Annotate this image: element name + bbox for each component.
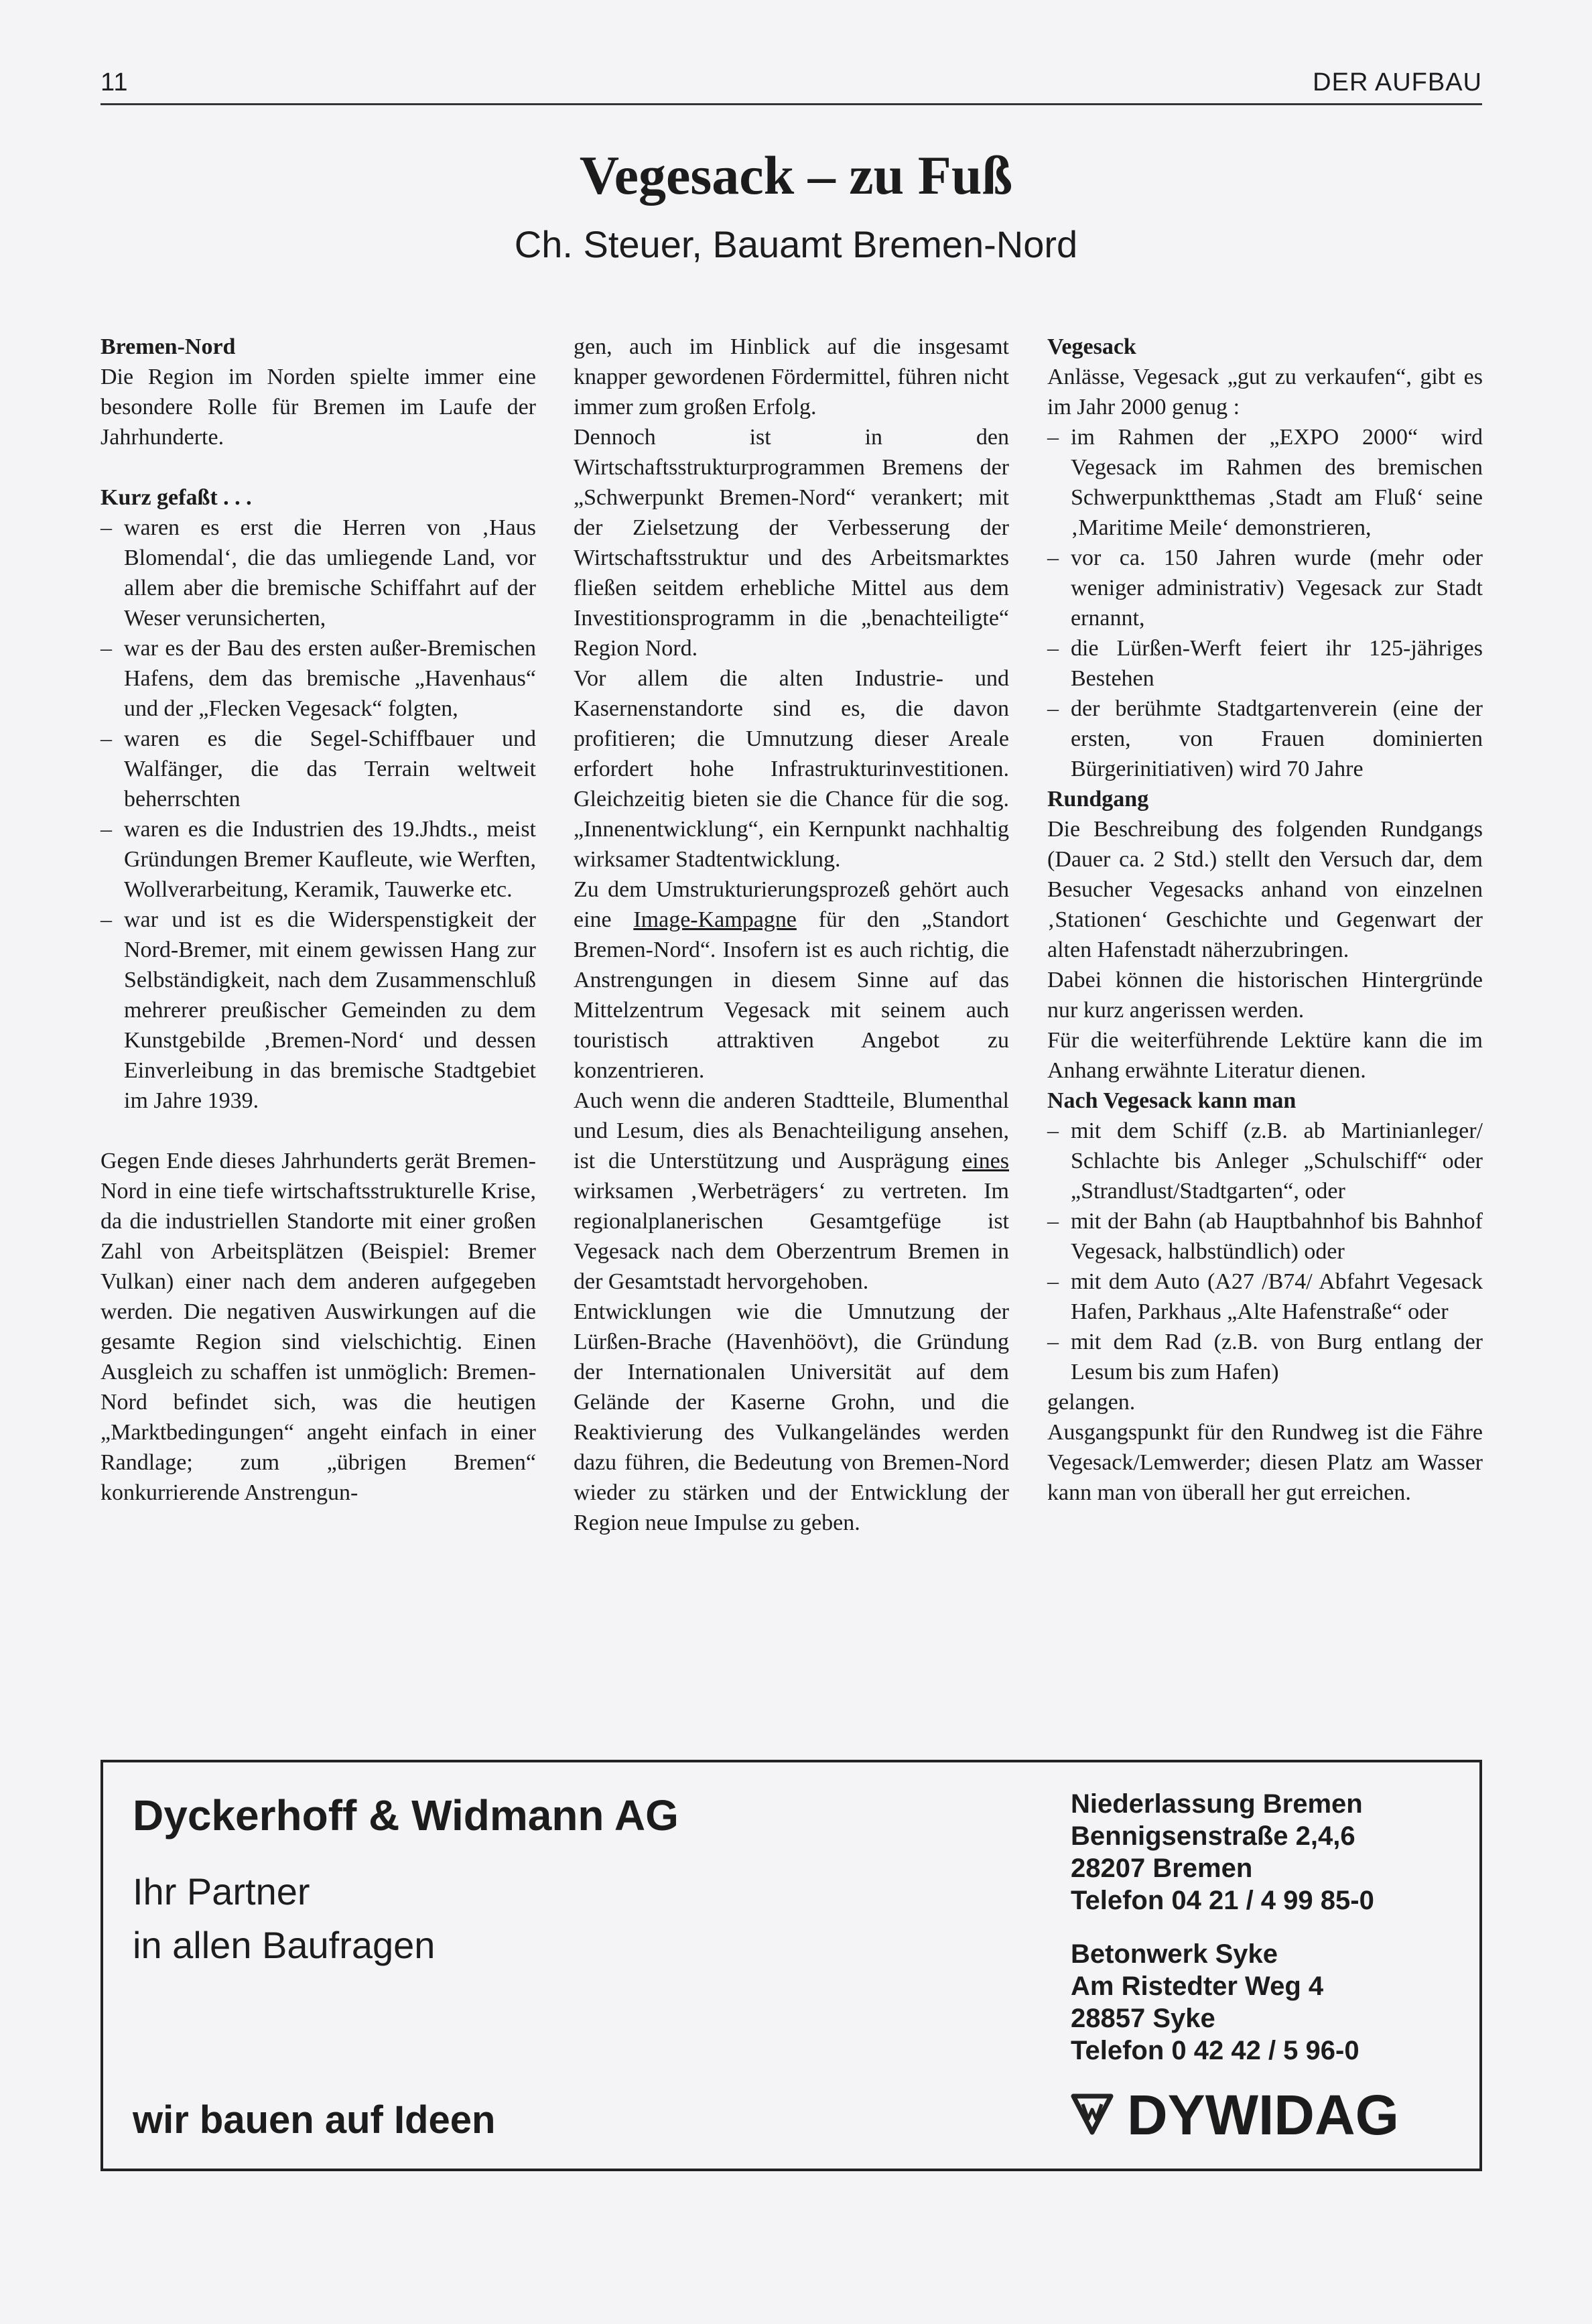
ad-brand-name: DYWIDAG [1127, 2083, 1399, 2146]
heading-bremen-nord: Bremen-Nord [101, 334, 236, 359]
paragraph: Dabei können die historischen Hintergründe nur kurz angerissen werden. [1047, 968, 1483, 1023]
bullet-list [1047, 422, 1483, 784]
heading-vegesack: Vegesack [1047, 334, 1136, 359]
ad-tagline: wir bauen auf Ideen [133, 2098, 496, 2142]
article-title: Vegesack – zu Fuß [579, 145, 1013, 206]
address-line: 28207 Bremen [1071, 1854, 1253, 1883]
list-item: – vor ca. 150 Jahren wurde (mehr oder weniger administrativ) Vegesack zur Stadt ernannt, [1047, 543, 1483, 633]
text-column-1 [101, 332, 536, 1508]
page-number: 11 [101, 68, 129, 96]
address-line: Betonwerk Syke [1071, 1939, 1278, 1969]
list-item: – waren es die Segel-Schiffbauer und Walfänger, die das Terrain weltweit beherrschten [101, 724, 536, 814]
list-item: – mit dem Schiff (z.B. ab Martinianleger/ Schlachte bis Anleger „Schulschiff“ oder „Strandlust/Stadtgarten“, oder [1047, 1116, 1483, 1206]
address-line: Am Ristedter Weg 4 [1071, 1972, 1324, 2001]
ad-slogan: in allen Baufragen [133, 1924, 436, 1966]
address-line: Telefon 04 21 / 4 99 85-0 [1071, 1886, 1374, 1915]
paragraph: Anlässe, Vegesack „gut zu verkaufen“, gibt es im Jahr 2000 genug : [1047, 365, 1483, 419]
paragraph: Vor allem die alten Industrie- und Kasernenstandorte sind es, die davon profitieren; die Umnutzung dieser Areale erfordert hohe Infrastrukturinvestitionen. Gleichzeitig bieten sie die Chance für die sog. „Innenentwicklung“, ein Kernpunkt nachhaltig wirksamer Stadtentwicklung. [574, 666, 1009, 872]
list-item: – im Rahmen der „EXPO 2000“ wird Vegesack im Rahmen des bremischen Schwerpunktthemas ‚Stadt am Fluß‘ seine ‚Maritime Meile‘ demonstrieren, [1047, 422, 1483, 543]
text-run: Zu dem Umstrukturierungsprozeß gehört auch eine [574, 877, 1009, 932]
text-column-3 [1047, 332, 1483, 1508]
heading-nach-vegesack: Nach Vegesack kann man [1047, 1088, 1297, 1113]
paragraph: gelangen. [1047, 1390, 1136, 1415]
paragraph: Entwicklungen wie die Umnutzung der Lürßen-Brache (Havenhöövt), die Gründung der Internationalen Universität auf dem Gelände der Kaserne Grohn, und die Reaktivierung des Vulkangeländes werden dazu führen, die Bedeutung von Bremen-Nord wieder zu stärken und der Entwicklung der Region neue Impulse zu geben. [574, 1299, 1009, 1535]
list-item: – mit dem Auto (A27 /B74/ Abfahrt Vegesack Hafen, Parkhaus „Alte Hafenstraße“ oder [1047, 1267, 1483, 1327]
bullet-list [101, 513, 536, 1116]
underlined-term: eines [962, 1149, 1009, 1173]
text-run: wirksamen ‚Werbeträgers‘ zu vertreten. Im regionalplanerischen Gesamtgefüge ist Vegesack nach dem Oberzentrum Bremen in der Gesamtstadt hervorgehoben. [574, 1179, 1009, 1294]
ad-address-syke [1071, 1938, 1359, 2067]
paragraph: Für die weiterführende Lektüre kann die im Anhang erwähnte Literatur dienen. [1047, 1028, 1483, 1083]
paragraph: Gegen Ende dieses Jahrhunderts gerät Bremen-Nord in eine tiefe wirtschaftsstrukturelle Krise, da die industriellen Standorte mit einer großen Zahl von Arbeitsplätzen (Beispiel: Bremer Vulkan) einer nach dem anderen aufgegeben werden. Die negativen Auswirkungen auf die gesamte Region sind vielschichtig. Einen Ausgleich zu schaffen ist unmöglich: Bremen-Nord befindet sich, was die heutigen „Marktbedingungen“ angeht einfach in einer Randlage; zum „übrigen Bremen“ konkurrierende Anstrengun- [101, 1149, 536, 1505]
paragraph [574, 875, 1009, 1086]
ad-slogan: Ihr Partner [133, 1870, 310, 1913]
underlined-term: Image-Kampagne [633, 907, 797, 932]
text-column-2 [574, 332, 1009, 1538]
list-item: – waren es erst die Herren von ‚Haus Blomendal‘, die das umliegende Land, vor allem aber die bremische Schiffahrt auf der Weser verunsicherten, [101, 513, 536, 633]
list-item: – war es der Bau des ersten außer-Bremischen Hafens, dem das bremische „Havenhaus“ und der „Flecken Vegesack“ folgten, [101, 633, 536, 724]
advertisement-box [101, 1760, 1482, 2171]
paragraph: Ausgangspunkt für den Rundweg ist die Fähre Vegesack/Lemwerder; diesen Platz am Wasser kann man von überall her gut erreichen. [1047, 1420, 1483, 1505]
article-author: Ch. Steuer, Bauamt Bremen-Nord [514, 223, 1078, 265]
address-line: Niederlassung Bremen [1071, 1789, 1363, 1819]
list-item: – mit der Bahn (ab Hauptbahnhof bis Bahnhof Vegesack, halbstündlich) oder [1047, 1206, 1483, 1267]
bullet-list [1047, 1116, 1483, 1387]
dywidag-logo-icon [1071, 2092, 1114, 2135]
address-line: Telefon 0 42 42 / 5 96-0 [1071, 2036, 1359, 2065]
list-item: – mit dem Rad (z.B. von Burg entlang der Lesum bis zum Hafen) [1047, 1327, 1483, 1387]
list-item: – war und ist es die Widerspenstigkeit der Nord-Bremer, mit einem gewissen Hang zur Selbständigkeit, nach dem Zusammenschluß mehrerer preußischer Gemeinden zu dem Kunstgebilde ‚Bremen-Nord‘ und dessen Einverleibung in das bremische Stadtgebiet im Jahre 1939. [101, 905, 536, 1116]
list-item: – der berühmte Stadtgartenverein (eine der ersten, von Frauen dominierten Bürgerinitiativen) wird 70 Jahre [1047, 694, 1483, 784]
address-line: Bennigsenstraße 2,4,6 [1071, 1821, 1355, 1851]
paragraph: gen, auch im Hinblick auf die insgesamt knapper gewordenen Fördermittel, führen nicht immer zum großen Erfolg. [574, 334, 1009, 419]
paragraph: Die Beschreibung des folgenden Rundgangs (Dauer ca. 2 Std.) stellt den Versuch dar, dem Besucher Vegesacks anhand von einzelnen ‚Stationen‘ Geschichte und Gegenwart der alten Hafenstadt näherzubringen. [1047, 817, 1483, 962]
ad-address-bremen [1071, 1788, 1374, 1917]
running-header [101, 66, 1482, 105]
heading-kurz-gefasst: Kurz gefaßt . . . [101, 485, 252, 510]
section-name: DER AUFBAU [1313, 68, 1482, 96]
list-item: – die Lürßen-Werft feiert ihr 125-jähriges Bestehen [1047, 633, 1483, 694]
ad-company-name: Dyckerhoff & Widmann AG [133, 1791, 679, 1839]
address-line: 28857 Syke [1071, 2004, 1215, 2033]
heading-rundgang: Rundgang [1047, 787, 1149, 812]
paragraph: Dennoch ist in den Wirtschaftsstrukturprogrammen Bremens der „Schwerpunkt Bremen-Nord“ verankert; mit der Zielsetzung der Verbesserung der Wirtschaftsstruktur und des Arbeitsmarktes fließen seitdem erhebliche Mittel aus dem Investitionsprogramm in die „benachteiligte“ Region Nord. [574, 425, 1009, 661]
paragraph: Die Region im Norden spielte immer eine besondere Rolle für Bremen im Laufe der Jahrhunderte. [101, 365, 536, 450]
list-item: – waren es die Industrien des 19.Jhdts., meist Gründungen Bremer Kaufleute, wie Werften, Wollverarbeitung, Keramik, Tauwerke etc. [101, 814, 536, 905]
text-run: Auch wenn die anderen Stadtteile, Blumenthal und Lesum, dies als Benachteiligung ansehen, ist die Unterstützung und Ausprägung [574, 1088, 1009, 1173]
text-run: für den „Standort Bremen-Nord“. Insofern ist es auch richtig, die Anstrengungen in diesem Sinne auf das Mittelzentrum Vegesack mit seinem auch touristisch attraktiven Angebot zu konzentrieren. [574, 907, 1009, 1083]
paragraph [574, 1086, 1009, 1297]
